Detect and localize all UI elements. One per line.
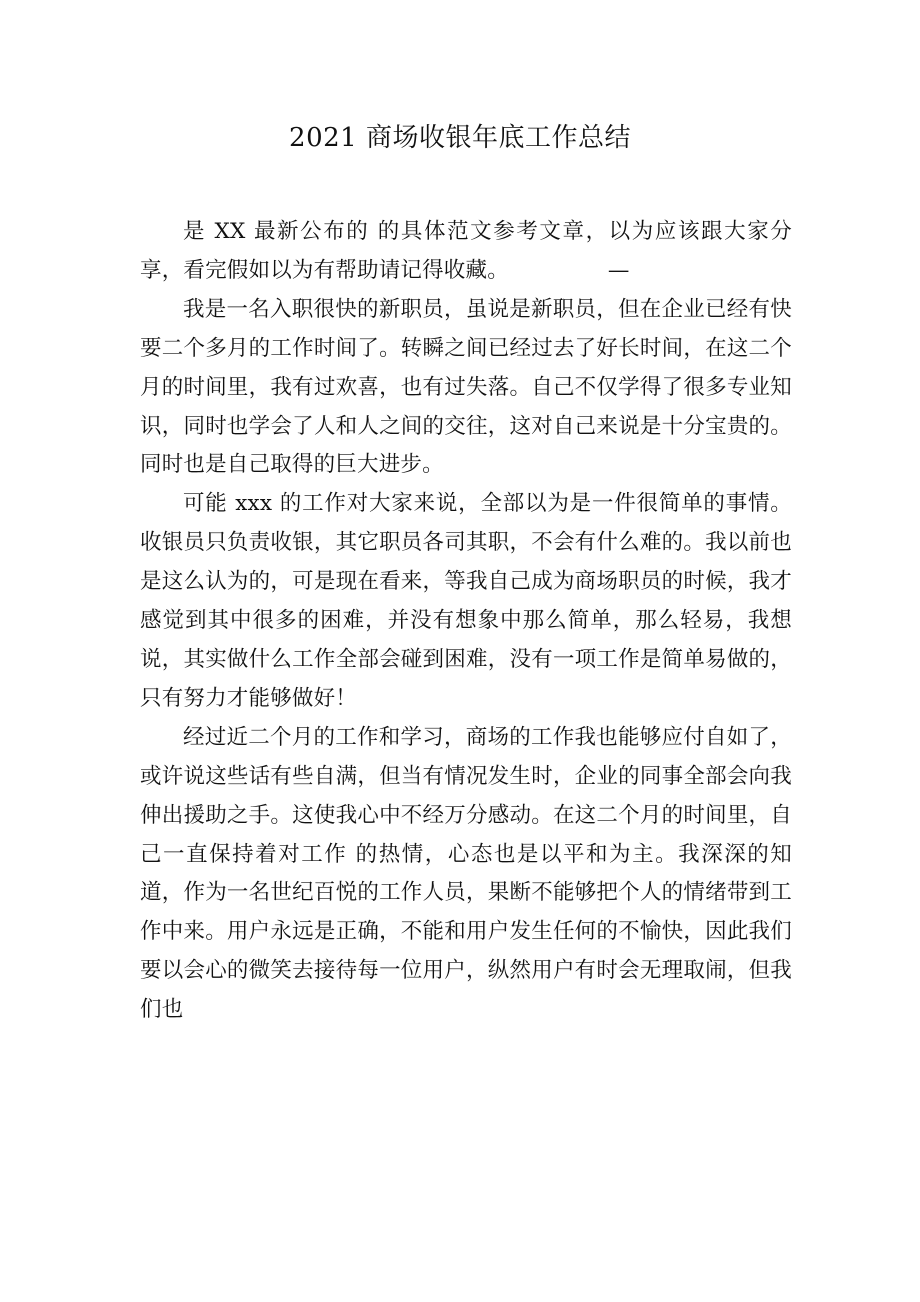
document-body — [140, 213, 792, 1030]
intro-paragraph — [140, 213, 792, 291]
intro-text: 是 XX 最新公布的 的具体范文参考文章，以为应该跟大家分享，看完假如以为有帮助请记得收藏。 — [140, 219, 792, 283]
paragraph-1: 我是一名入职很快的新职员，虽说是新职员，但在企业已经有快要二个多月的工作时间了。转瞬之间已经过去了好长时间，在这二个月的时间里，我有过欢喜，也有过失落。自己不仅学得了很多专业知识，同时也学会了人和人之间的交往，这对自己来说是十分宝贵的。同时也是自己取得的巨大进步。 — [140, 296, 792, 478]
intro-dash-mark: — — [607, 257, 630, 283]
paragraph-3: 经过近二个月的工作和学习，商场的工作我也能够应付自如了，或许说这些话有些自满，但当有情况发生时，企业的同事全部会向我伸出援助之手。这使我心中不经万分感动。在这二个月的时间里，自己一直保持着对工作 的热情，心态也是以平和为主。我深深的知道，作为一名世纪百悦的工作人员，果断不能够把个人的情绪带到工作中来。用户永远是正确，不能和用户发生任何的不愉快，因此我们要以会心的微笑去接待每一位用户，纵然用户有时会无理取闹，但我们也 — [140, 724, 792, 1023]
paragraph-2: 可能 xxx 的工作对大家来说，全部以为是一件很简单的事情。收银员只负责收银，其它职员各司其职，不会有什么难的。我以前也是这么认为的，可是现在看来，等我自己成为商场职员的时候，我才感觉到其中很多的困难，并没有想象中那么简单，那么轻易，我想说，其实做什么工作全部会碰到困难，没有一项工作是简单易做的，只有努力才能够做好！ — [140, 491, 792, 711]
document-title: 2021 商场收银年底工作总结 — [289, 123, 631, 153]
